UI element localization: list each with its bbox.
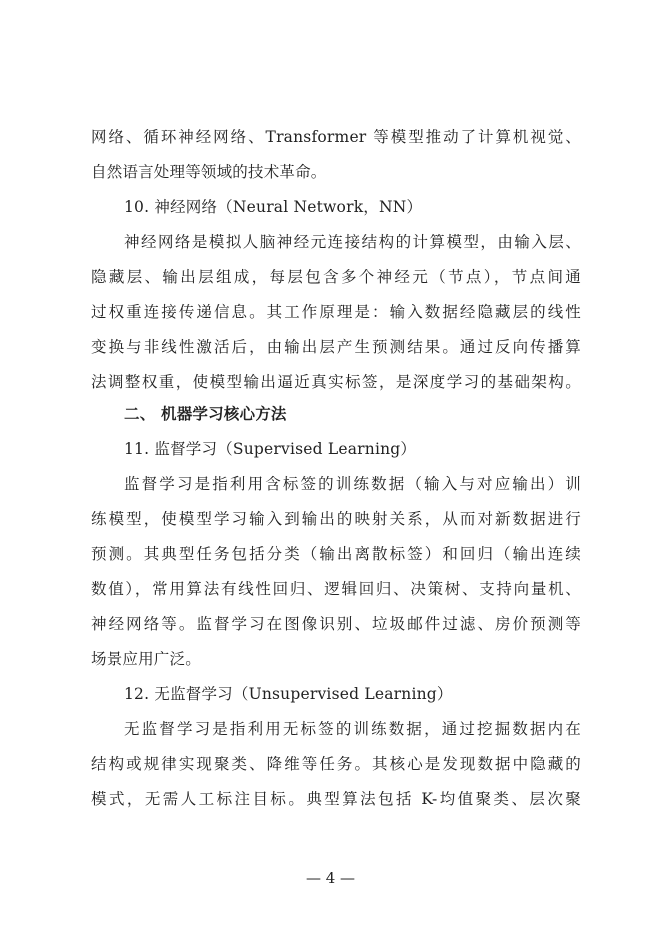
chapter-heading: 二、 机器学习核心方法 [124,405,287,423]
paragraph-line: 结构或规律实现聚类、降维等任务。其核心是发现数据中隐藏的 [91,755,581,773]
paragraph-line: 网络、循环神经网络、Transformer 等模型推动了计算机视觉、 [91,128,581,146]
paragraph-line: 神经网络等。监督学习在图像识别、垃圾邮件过滤、房价预测等 [91,615,581,633]
paragraph-line: 隐藏层、输出层组成，每层包含多个神经元（节点），节点间通 [91,268,581,286]
paragraph-line: 无监督学习是指利用无标签的训练数据，通过挖掘数据内在 [124,720,581,738]
section-heading: 10. 神经网络（Neural Network，NN） [124,198,423,216]
section-heading: 12. 无监督学习（Unsupervised Learning） [124,685,453,703]
paragraph-line: 监督学习是指利用含标签的训练数据（输入与对应输出）训 [124,475,581,493]
paragraph-line: 过权重连接传递信息。其工作原理是：输入数据经隐藏层的线性 [91,303,581,321]
paragraph-line: 练模型，使模型学习输入到输出的映射关系，从而对新数据进行 [91,510,581,528]
paragraph-line: 模式，无需人工标注目标。典型算法包括 K-均值聚类、层次聚 [91,790,581,808]
paragraph-line: 数值），常用算法有线性回归、逻辑回归、决策树、支持向量机、 [91,580,581,598]
page-number: — 4 — [305,869,356,887]
section-heading: 11. 监督学习（Supervised Learning） [124,440,417,458]
paragraph-line: 变换与非线性激活后，由输出层产生预测结果。通过反向传播算 [91,338,581,356]
paragraph-line: 神经网络是模拟人脑神经元连接结构的计算模型，由输入层、 [124,233,581,251]
paragraph-line: 预测。其典型任务包括分类（输出离散标签）和回归（输出连续 [91,545,581,563]
paragraph-line: 场景应用广泛。 [91,650,201,668]
paragraph-line: 法调整权重，使模型输出逼近真实标签，是深度学习的基础架构。 [91,373,581,391]
paragraph-line: 自然语言处理等领域的技术革命。 [91,163,327,181]
